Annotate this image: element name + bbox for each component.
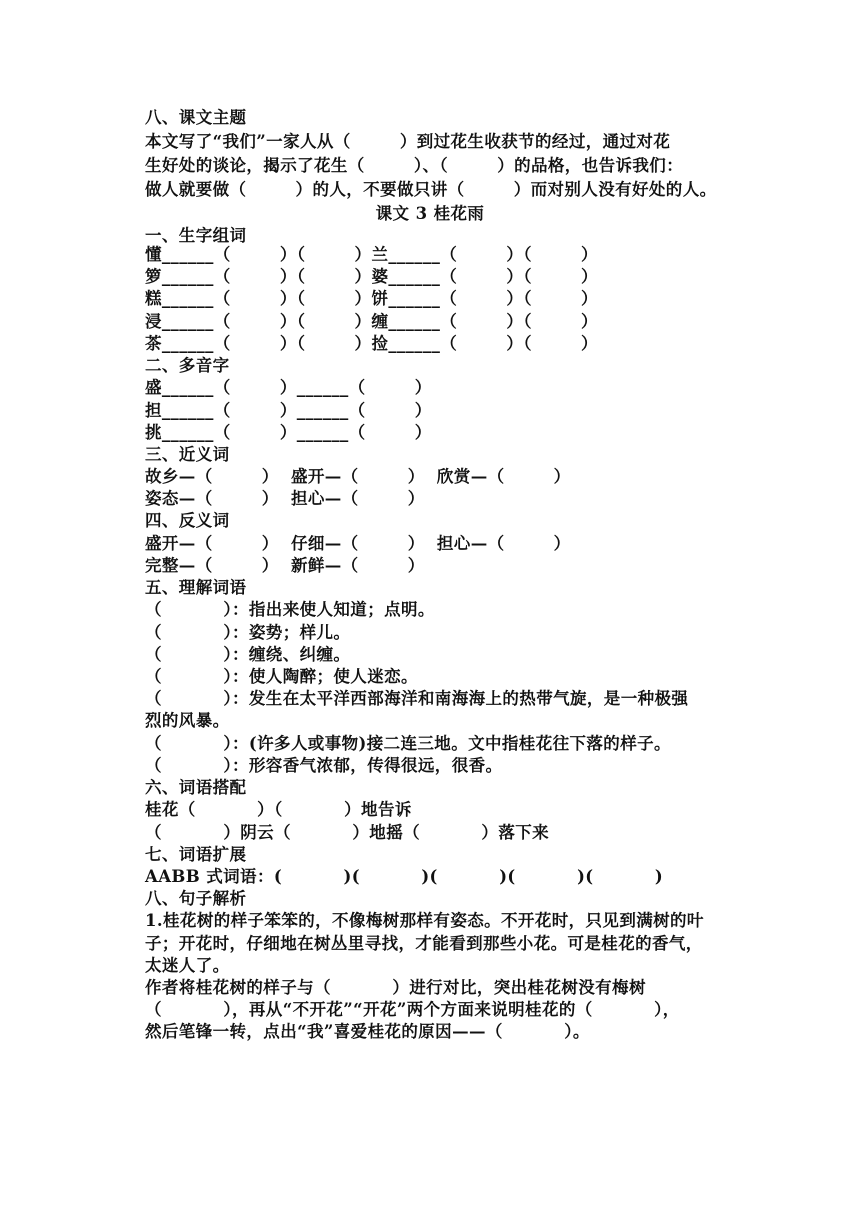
analysis-question-line: 作者将桂花树的样子与（ ）进行对比，突出桂花树没有梅树 — [145, 978, 646, 997]
synonym-row: 姿态—（ ） 担心—（ ） — [145, 489, 425, 508]
collocation-row: （ ）阴云（ ）地摇（ ）落下来 — [145, 823, 550, 842]
vocab-row: 箩______（ ）（ ）婆______（ ）（ ） — [145, 267, 598, 286]
antonym-row: 盛开—（ ） 仔细—（ ） 担心—（ ） — [145, 534, 571, 553]
section-heading-sentence-analysis: 八、句子解析 — [145, 889, 247, 908]
section-heading-definitions: 五、理解词语 — [145, 578, 247, 597]
collocation-row: 桂花（ ）（ ）地告诉 — [145, 800, 412, 819]
definition-row: （ ）：形容香气浓郁，传得很远，很香。 — [145, 756, 503, 775]
section-heading-synonyms: 三、近义词 — [145, 445, 230, 464]
definition-row: （ ）：使人陶醉；使人迷恋。 — [145, 667, 418, 686]
text-line: 本文写了“我们”一家人从（ ）到过花生收获节的经过，通过对花 — [145, 132, 671, 151]
vocab-row: 浸______（ ）（ ）缠______（ ）（ ） — [145, 312, 598, 331]
definition-row: （ ）：发生在太平洋西部海洋和南海海上的热带气旋，是一种极强 — [145, 689, 689, 708]
definition-row: （ ）：缠绕、纠缠。 — [145, 645, 351, 664]
definition-row: （ ）：姿势；样儿。 — [145, 623, 351, 642]
section-heading-theme: 八、课文主题 — [145, 108, 247, 127]
definition-row-continued: 烈的风暴。 — [145, 711, 230, 730]
section-heading-vocab: 一、生字组词 — [145, 226, 247, 245]
analysis-question-line: （ ），再从“不开花”“开花”两个方面来说明桂花的（ ）， — [145, 1000, 680, 1019]
polyphone-row: 担______（ ）______（ ） — [145, 401, 432, 420]
analysis-text-line: 子；开花时，仔细地在树丛里寻找，才能看到那些小花。可是桂花的香气， — [145, 934, 703, 953]
polyphone-row: 挑______（ ）______（ ） — [145, 423, 432, 442]
antonym-row: 完整—（ ） 新鲜—（ ） — [145, 556, 425, 575]
lesson-title: 课文 3 桂花雨 — [375, 204, 485, 223]
analysis-text-line: 太迷人了。 — [145, 956, 230, 975]
synonym-row: 故乡—（ ） 盛开—（ ） 欣赏—（ ） — [145, 467, 571, 486]
definition-row: （ ）：指出来使人知道；点明。 — [145, 600, 435, 619]
analysis-text-line: 1.桂花树的样子笨笨的，不像梅树那样有姿态。不开花时，只见到满树的叶 — [145, 911, 704, 930]
analysis-question-line: 然后笔锋一转，点出“我”喜爱桂花的原因——（ ）。 — [145, 1022, 590, 1041]
vocab-row: 糕______（ ）（ ）饼______（ ）（ ） — [145, 289, 598, 308]
section-heading-polyphones: 二、多音字 — [145, 356, 230, 375]
vocab-row: 懂______（ ）（ ）兰______（ ）（ ） — [145, 245, 598, 264]
polyphone-row: 盛______（ ）______（ ） — [145, 378, 432, 397]
section-heading-expansion: 七、词语扩展 — [145, 845, 247, 864]
section-heading-collocations: 六、词语搭配 — [145, 778, 247, 797]
definition-row: （ ）：(许多人或事物)接二连三地。文中指桂花往下落的样子。 — [145, 734, 671, 753]
text-line: 做人就要做（ ）的人，不要做只讲（ ）而对别人没有好处的人。 — [145, 180, 717, 199]
text-line: 生好处的谈论，揭示了花生（ ）、（ ）的品格，也告诉我们： — [145, 156, 684, 175]
expansion-row: AABB 式词语：( )( )( )( )( ) — [145, 867, 664, 886]
section-heading-antonyms: 四、反义词 — [145, 511, 230, 530]
vocab-row: 茶______（ ）（ ）捡______（ ）（ ） — [145, 334, 598, 353]
